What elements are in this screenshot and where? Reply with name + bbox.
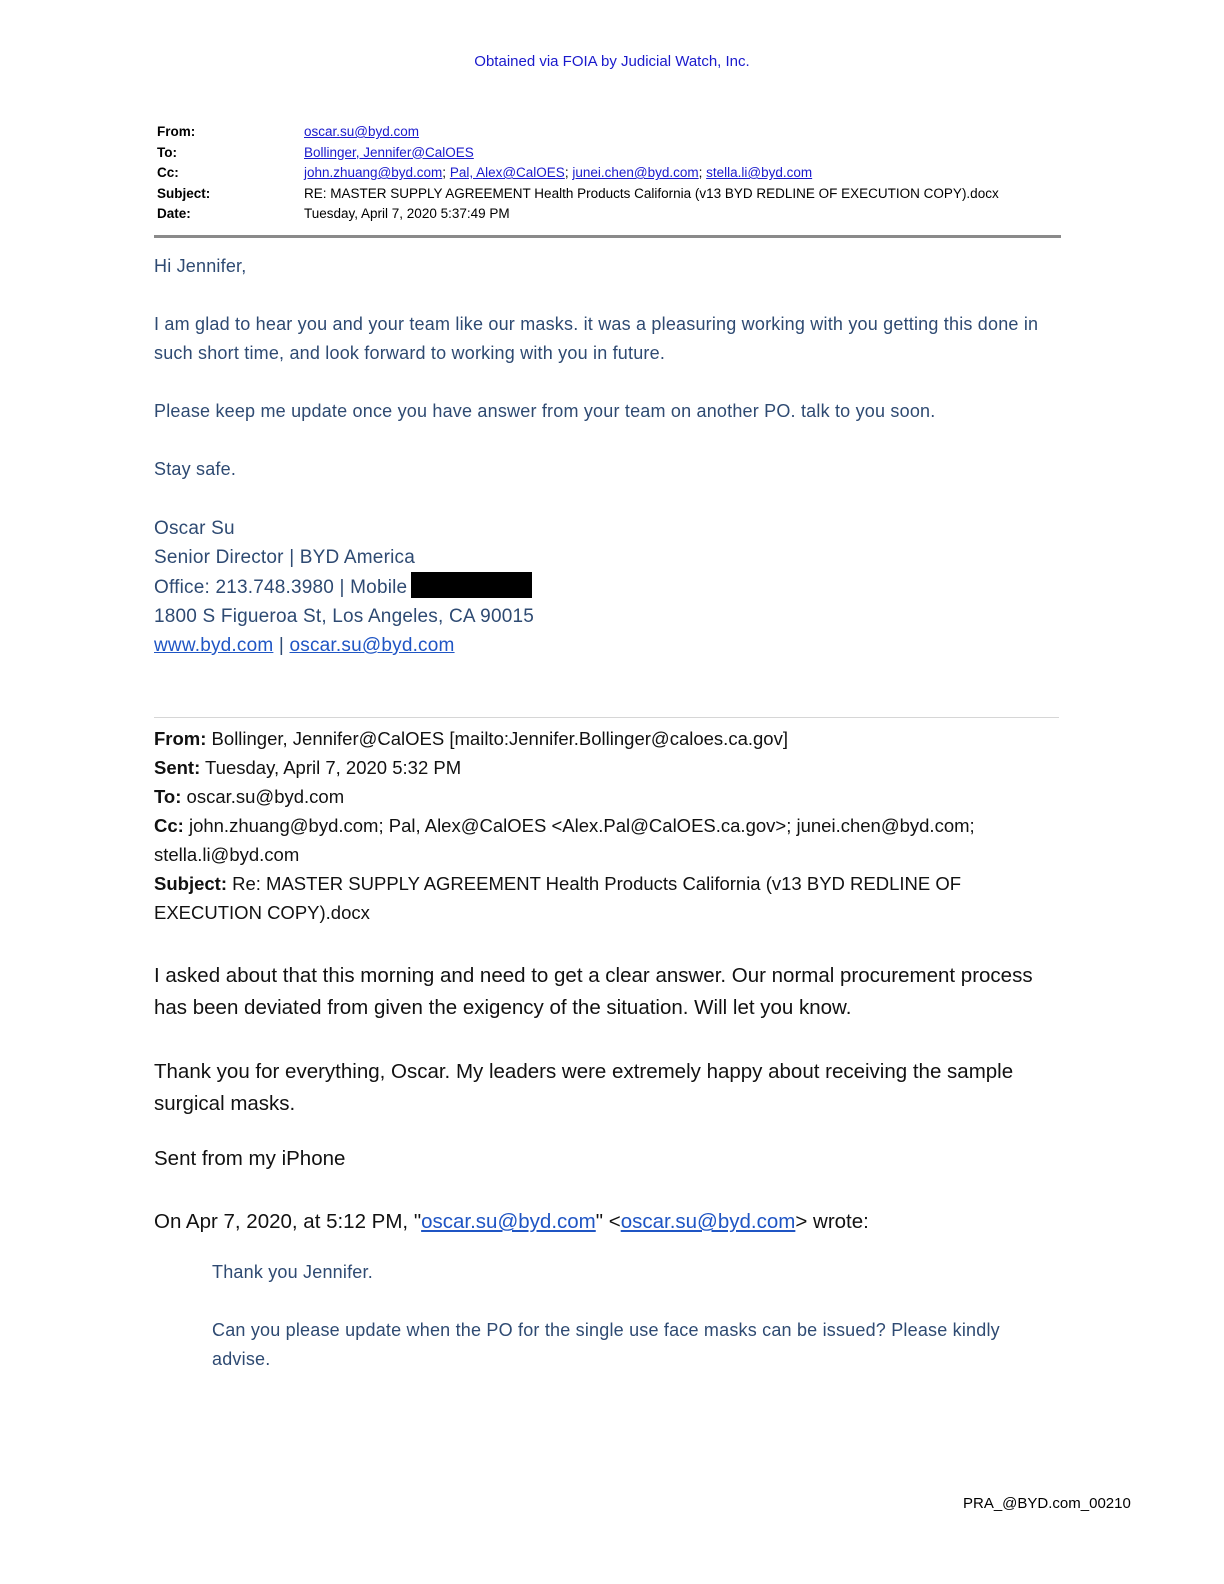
signature-phone: Office: 213.748.3980 | Mobile <box>154 577 408 598</box>
reply-attribution <box>154 1206 1064 1238</box>
header-cc-link[interactable]: stella.li@byd.com <box>706 165 813 180</box>
header-from-link[interactable]: oscar.su@byd.com <box>304 124 420 139</box>
header-from-row <box>157 122 1057 143</box>
header-subject-row <box>157 184 1057 205</box>
header-cc-link[interactable]: junei.chen@byd.com <box>572 165 699 180</box>
attribution-email-link[interactable]: oscar.su@byd.com <box>421 1210 596 1233</box>
original-cc <box>154 811 1064 869</box>
foia-banner: Obtained via FOIA by Judicial Watch, Inc. <box>474 53 750 70</box>
signature-links <box>154 631 1054 660</box>
redaction-box <box>411 572 532 598</box>
message-paragraph: I am glad to hear you and your team like our masks. it was a pleasuring working with you getting this done in such short time, and look forward to working with you in future. <box>154 314 1039 363</box>
signature-name: Oscar Su <box>154 518 235 539</box>
header-cc-link[interactable]: john.zhuang@byd.com <box>304 165 443 180</box>
original-from-value: Bollinger, Jennifer@CalOES [mailto:Jennifer.Bollinger@caloes.ca.gov] <box>206 728 788 749</box>
message-body <box>154 252 1054 484</box>
original-to <box>154 782 1064 811</box>
header-cc-row <box>157 163 1057 184</box>
cc-separator: ; <box>442 165 450 180</box>
attribution-suffix: > wrote: <box>795 1210 869 1233</box>
message-paragraph: Please keep me update once you have answer from your team on another PO. talk to you soon. <box>154 401 936 421</box>
original-sent-label: Sent: <box>154 757 201 778</box>
reply-body <box>154 960 1064 1238</box>
signature-phone-line <box>154 572 1054 602</box>
email-header <box>157 122 1057 225</box>
header-subject: RE: MASTER SUPPLY AGREEMENT Health Products California (v13 BYD REDLINE OF EXECUTION COPY).docx <box>304 185 999 201</box>
message-paragraph: Stay safe. <box>154 459 237 479</box>
original-sent-value: Tuesday, April 7, 2020 5:32 PM <box>200 757 462 778</box>
reply-paragraph: I asked about that this morning and need to get a clear answer. Our normal procurement process has been deviated from given the exigency of the situation. Will let you know. <box>154 964 1033 1019</box>
quoted-line: Thank you Jennifer. <box>212 1262 373 1282</box>
header-to-row <box>157 143 1057 164</box>
original-from-label: From: <box>154 728 207 749</box>
original-from <box>154 724 1064 753</box>
header-divider <box>154 235 1061 238</box>
quoted-message <box>212 1258 1032 1374</box>
website-link[interactable]: www.byd.com <box>154 635 274 656</box>
header-cc-link[interactable]: Pal, Alex@CalOES <box>449 165 565 180</box>
original-message-divider <box>154 717 1059 718</box>
quoted-line: Can you please update when the PO for the single use face masks can be issued? Please kindly advise. <box>212 1320 1000 1369</box>
original-cc-label: Cc: <box>154 815 184 836</box>
header-date-row <box>157 204 1057 225</box>
original-to-value: oscar.su@byd.com <box>181 786 345 807</box>
header-date: Tuesday, April 7, 2020 5:37:49 PM <box>304 206 510 221</box>
bates-number: PRA_@BYD.com_00210 <box>963 1495 1131 1512</box>
header-to-link[interactable]: Bollinger, Jennifer@CalOES <box>304 144 474 160</box>
header-date-label: Date: <box>157 206 191 221</box>
attribution-mid: " < <box>595 1210 621 1233</box>
original-subject-value: Re: MASTER SUPPLY AGREEMENT Health Products California (v13 BYD REDLINE OF EXECUTION COPY).docx <box>154 873 962 923</box>
reply-signoff: Sent from my iPhone <box>154 1147 346 1170</box>
header-cc-label: Cc: <box>157 165 179 180</box>
original-subject <box>154 869 1064 927</box>
cc-separator: ; <box>564 165 573 180</box>
original-to-label: To: <box>154 786 182 807</box>
attribution-prefix: On Apr 7, 2020, at 5:12 PM, " <box>154 1210 422 1233</box>
signature-email-link[interactable]: oscar.su@byd.com <box>289 635 455 656</box>
cc-separator: ; <box>698 165 707 180</box>
signature <box>154 514 1054 660</box>
reply-paragraph: Thank you for everything, Oscar. My leaders were extremely happy about receiving the sample surgical masks. <box>154 1060 1014 1115</box>
signature-separator: | <box>273 635 290 656</box>
original-message-header <box>154 724 1064 927</box>
message-greeting: Hi Jennifer, <box>154 256 247 276</box>
signature-address: 1800 S Figueroa St, Los Angeles, CA 90015 <box>154 606 535 627</box>
attribution-email-link[interactable]: oscar.su@byd.com <box>620 1210 796 1233</box>
header-from-label: From: <box>157 124 196 139</box>
original-cc-value: john.zhuang@byd.com; Pal, Alex@CalOES <Alex.Pal@CalOES.ca.gov>; junei.chen@byd.com; stella.li@byd.com <box>154 815 975 865</box>
signature-title: Senior Director | BYD America <box>154 547 415 568</box>
original-sent <box>154 753 1064 782</box>
header-to-label: To: <box>157 144 177 160</box>
original-subject-label: Subject: <box>154 873 227 894</box>
header-subject-label: Subject: <box>157 185 211 201</box>
